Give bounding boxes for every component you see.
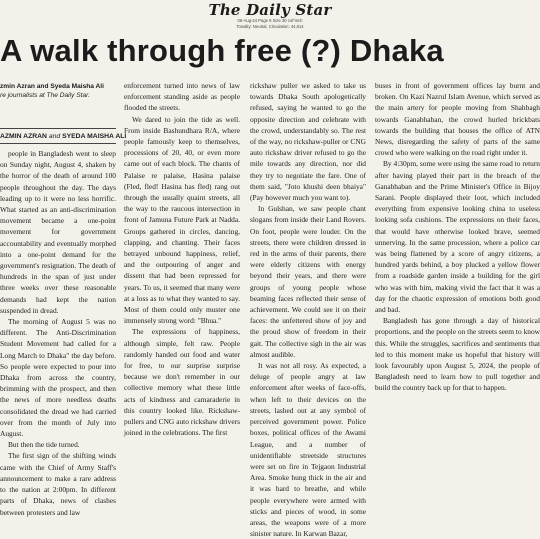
article-paragraph: people in Bangladesh went to sleep on Sunday night, August 4, shaken by the horror of the death of around 100 people throughout the day. The days leading up to it were no less horrific. What started as an anti-discrimination movement became a one-point movement for government accountability and eventually morphed into a one-point demand for the government's resignation. The death of hundreds in the span of just under three weeks over these reasonable demands had kept the nation suspended in dread. bbox=[0, 149, 116, 315]
masthead bbox=[0, 2, 540, 29]
article-column-3 bbox=[250, 80, 366, 539]
article-paragraph: By 4:30pm, some were using the same road to return after having played their part in the breach of the Ganabhaban and the Prime Minister's Office in Bijoy Sarani. People displayed their loot, which included everything from expensive looking china to useless looking sofa cushions. The expressions on their faces, that would have otherwise looked brave, seemed unnerving. In the same procession, where a police car was being flattened by a score of angry citizens, a hundred yards behind, a boy plucked a yellow flower from a roadside garden inside a building for the girl who was with him, making vivid the fact that it was a day for the chaotic expression of emotions both good and bad. bbox=[375, 159, 540, 315]
clipping-meta-line: 06-Aug-24 Page 8 Size 30 col*inch bbox=[237, 18, 303, 23]
article-paragraph: The first sign of the shifting winds came with the Chief of Army Staff's announcement to make a rare address to the nation at 2:00pm. In different parts of Dhaka, news of clashes between protesters and law bbox=[0, 451, 116, 517]
divider-rule bbox=[0, 128, 116, 129]
divider-rule bbox=[0, 143, 116, 144]
article-paragraph: buses in front of government offices lay burnt and broken. On Kazi Nazrul Islam Avenue, which served as the main artery for people moving from Shahbagh towards Ganabhaban, the crowd hurled brickbats towards the building that houses the office of ATN News, disregarding the safety of parts of the same crowd who were walking on the road right under it. bbox=[375, 81, 540, 158]
byline bbox=[0, 132, 127, 141]
article-paragraph: Bangladesh has gone through a day of historical proportions, and the people on the streets seem to know this. While the struggles, sacrifices and sentiments that led to this moment make us hopeful that history will look favourably upon August 5, 2024, the people of Bangladesh need to learn how to pull together and build the country back up for that to happen. bbox=[375, 316, 540, 393]
article-paragraph: But then the tide turned. bbox=[8, 440, 80, 450]
article-column-2 bbox=[124, 80, 240, 439]
article-column-1 bbox=[0, 148, 116, 518]
article-paragraph: enforcement turned into news of law enforcement standing aside as people flooded the streets. bbox=[124, 81, 240, 113]
article-paragraph: The expressions of happiness, although simple, felt raw. People randomly handed out food and water for free, to our surprise surprise because we don't remember in our collective memory what these little acts of kindness and camaraderie in this country looked like. Rickshaw-pullers and CNG auto rickshaw drivers joined in the celebrations. The first bbox=[124, 327, 240, 438]
article-paragraph: We dared to join the tide as well. From inside Bashundhara R/A, where people famously keep to themselves, processions of 20, 40, or even more came out of each block. The chants of Palaise re palaise, Hasina palaise (Fled, fled! Hasina has fled) rang out through the usually quaint streets, all the way to the raucous intersection in front of Jamuna Future Park at Nadda. Groups gathered in circles, dancing, clapping, and chanting. Their faces betrayed unbound happiness, relief, and the outpouring of anger and dissent that had been repressed for years. To us, it seemed that many were at a loss as to what they wanted to say. Most of them could only muster one immensely strong word: "Bhua." bbox=[124, 114, 240, 326]
author-note-names: zmin Azran and Syeda Maisha Ali bbox=[0, 83, 104, 90]
headline: A walk through free (?) Dhaka bbox=[0, 33, 444, 68]
newspaper-title: The Daily Star bbox=[208, 1, 332, 19]
author-note bbox=[0, 82, 120, 100]
article-paragraph: It was not all rosy. As expected, a deluge of people angry at law enforcement after weeks of face-offs, when left to their devices on the streets, lashed out at any symbol of perceived government power. Police boxes, political offices of the Awami League, and a number of unidentifiable streetside structures were set on fire in Tejgaon Industrial Area. Smoke hung thick in the air and it was hard to breathe, and while people everywhere were armed with sticks and pieces of wood, in some areas, the weapons were of a more sinister nature. In Karwan Bazar, bbox=[250, 361, 366, 539]
byline-conjunction: and bbox=[48, 133, 61, 140]
article-column-4 bbox=[375, 80, 540, 394]
author-note-role: re journalists at The Daily Star. bbox=[0, 92, 90, 99]
byline-name: SYEDA MAISHA ALI bbox=[62, 133, 127, 140]
article-paragraph: rickshaw puller we asked to take us towards Dhaka South apologetically refused, saying he wanted to go the opposite direction and celebrate with the crowd, understandably so. The rest of the way, no rickshaw-puller or CNG auto rickshaw driver refused to go the mile towards any direction, nor did they try to negotiate the fare. One of them said, "Joto khushi deen bhaiya" (Pay however much you want to). bbox=[250, 81, 366, 203]
article-paragraph: In Gulshan, we saw people chant slogans from inside their Land Rovers. On foot, people were louder. On the streets, there were children dressed in red in the arms of their parents, there were elderly citizens with energy beyond their years, and there were groups of young people whose beaming faces reflected their sense of achievement. We could see it on their faces: the unfettered show of joy and the proud show of freedom in their gait. The collective sigh in the air was almost audible. bbox=[250, 204, 366, 359]
byline-name: AZMIN AZRAN bbox=[0, 133, 47, 140]
clipping-meta-line: Tonality: Neutral, Circulation: 44,814 bbox=[236, 23, 304, 29]
article-paragraph: The morning of August 5 was no different. The Anti-Discrimination Student Movement had called for a Long March to Dhaka" the day before. So people were expected to pour into Dhaka from across the country, brimming with the prospect, and then the news of more needless deaths consolidated the dread we had carried over from the month of July into August. bbox=[0, 317, 116, 439]
